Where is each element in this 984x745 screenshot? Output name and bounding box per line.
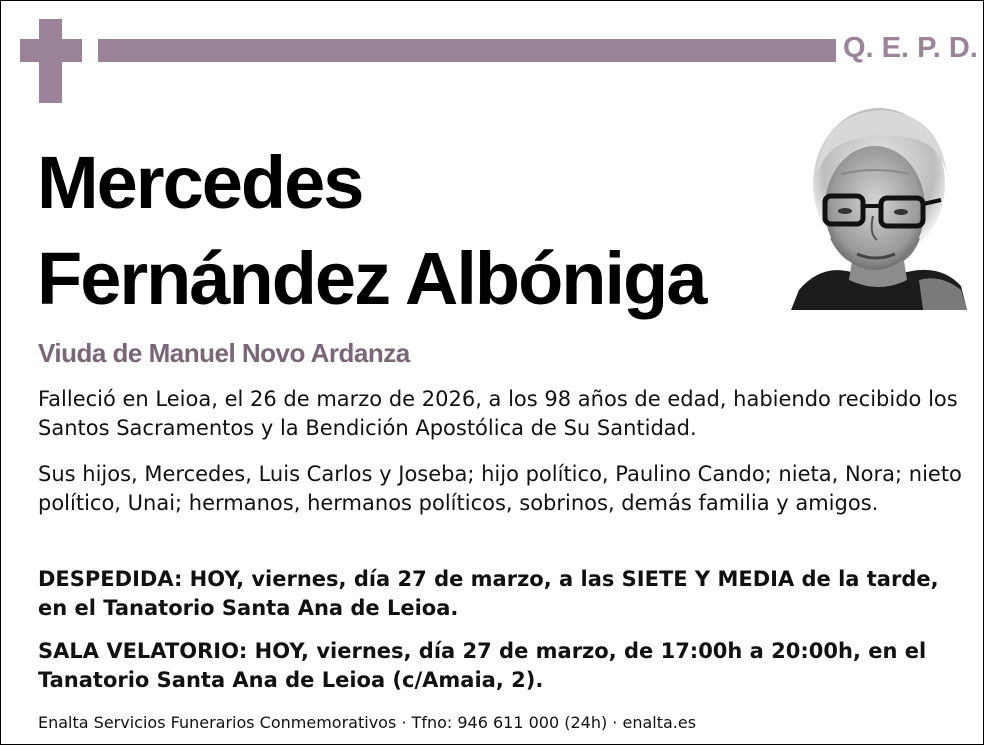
- footer-credit: Enalta Servicios Funerarios Conmemorativos · Tfno: 946 611 000 (24h) · enalta.es: [38, 713, 697, 732]
- farewell-info: DESPEDIDA: HOY, viernes, día 27 de marzo, a las SIETE Y MEDIA de la tarde, en el Tanatorio Santa Ana de Leioa.: [38, 567, 939, 620]
- first-name: Mercedes: [37, 141, 363, 224]
- deceased-name: [37, 135, 705, 327]
- family-list: Sus hijos, Mercedes, Luis Carlos y Joseba; hijo político, Paulino Cando; nieta, Nora; nieto político, Unai; hermanos, hermanos políticos, sobrinos, demás familia y amigos.: [38, 462, 962, 515]
- wake-room-info: SALA VELATORIO: HOY, viernes, día 27 de marzo, de 17:00h a 20:00h, en el Tanatorio Santa Ana de Leioa (c/Amaia, 2).: [38, 639, 927, 692]
- surnames: Fernández Albóniga: [37, 237, 706, 320]
- death-notice: Falleció en Leioa, el 26 de marzo de 2026, a los 98 años de edad, habiendo recibido los Santos Sacramentos y la Bendición Apostólica de Su Santidad.: [38, 387, 958, 440]
- header-bar: [98, 39, 836, 62]
- qepd-label: Q. E. P. D.: [843, 32, 978, 64]
- widow-of: Viuda de Manuel Novo Ardanza: [38, 338, 410, 368]
- portrait-photo: [791, 104, 967, 310]
